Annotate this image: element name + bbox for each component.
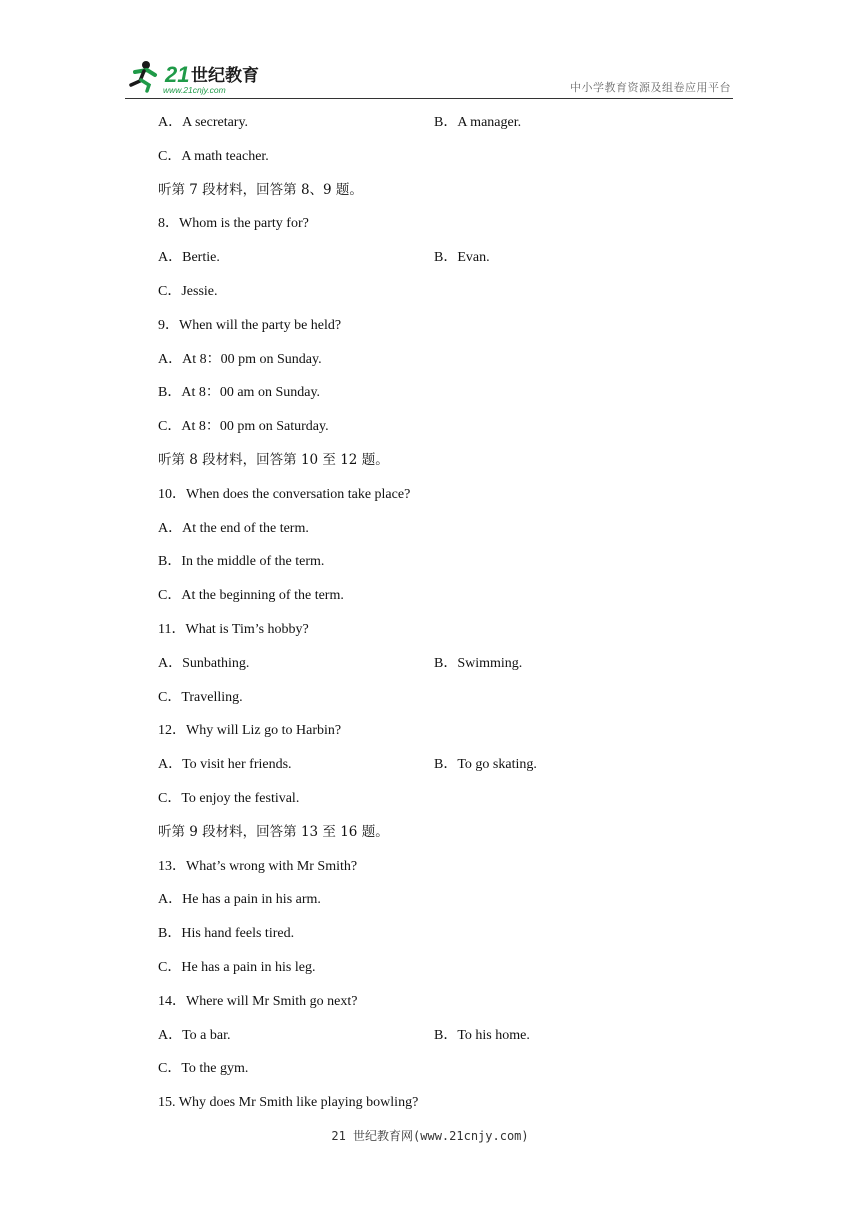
- question-line: [158, 512, 758, 546]
- question-line: [158, 1019, 758, 1053]
- section-instruction: [158, 174, 758, 208]
- runner-icon: [131, 61, 155, 91]
- line-text: 14．Where will Mr Smith go next?: [158, 993, 358, 1009]
- question-line: [158, 748, 758, 782]
- question-line: [158, 985, 758, 1019]
- question-line: [158, 883, 758, 917]
- question-line: [158, 647, 758, 681]
- option-b: B．To go skating.: [434, 757, 537, 773]
- section-instruction: [158, 444, 758, 478]
- line-text: 8．Whom is the party for?: [158, 216, 309, 232]
- page-header: [125, 56, 733, 99]
- page-footer: 21 世纪教育网(www.21cnjy.com): [331, 1129, 529, 1143]
- line-text: A．At the end of the term.: [158, 520, 309, 536]
- question-line: [158, 207, 758, 241]
- line-text: B．In the middle of the term.: [158, 554, 325, 570]
- question-line: [158, 376, 758, 410]
- question-line: [158, 106, 758, 140]
- option-b: B．To his home.: [434, 1027, 530, 1043]
- option-b: B．A manager.: [434, 115, 522, 130]
- line-text: 听第 9 段材料，回答第 13 至 16 题。: [158, 823, 389, 840]
- question-line: [158, 1052, 758, 1086]
- line-text: A．Bertie.: [158, 250, 220, 266]
- line-text: 13．What’s wrong with Mr Smith?: [158, 858, 358, 874]
- line-text: 12．Why will Liz go to Harbin?: [158, 723, 342, 739]
- question-line: [158, 343, 758, 377]
- logo-url: www.21cnjy.com: [163, 85, 226, 95]
- line-text: C．He has a pain in his leg.: [158, 959, 316, 975]
- question-line: [158, 478, 758, 512]
- header-tagline: 中小学教育资源及组卷应用平台: [570, 81, 731, 94]
- site-logo: [125, 58, 285, 96]
- question-line: [158, 681, 758, 715]
- question-line: [158, 275, 758, 309]
- option-b: B．Swimming.: [434, 655, 523, 671]
- question-line: [158, 951, 758, 985]
- question-line: [158, 782, 758, 816]
- line-text: 11．What is Tim’s hobby?: [158, 621, 309, 637]
- line-text: C．To the gym.: [158, 1061, 249, 1077]
- question-line: [158, 410, 758, 444]
- question-list: [158, 106, 758, 1120]
- line-text: A．To visit her friends.: [158, 757, 292, 773]
- line-text: C．Jessie.: [158, 283, 218, 299]
- question-line: [158, 1086, 758, 1120]
- question-line: [158, 140, 758, 174]
- line-text: 听第 8 段材料，回答第 10 至 12 题。: [158, 451, 389, 468]
- line-text: A．At 8：00 pm on Sunday.: [158, 351, 322, 367]
- line-text: A．A secretary.: [158, 115, 249, 130]
- line-text: C．A math teacher.: [158, 148, 269, 164]
- line-text: 听第 7 段材料，回答第 8、9 题。: [158, 181, 363, 198]
- question-line: [158, 579, 758, 613]
- logo-graphic: [125, 58, 285, 96]
- line-text: 9．When will the party be held?: [158, 317, 342, 333]
- question-line: [158, 613, 758, 647]
- section-instruction: [158, 816, 758, 850]
- line-text: 10．When does the conversation take place?: [158, 486, 411, 502]
- question-line: [158, 241, 758, 275]
- logo-number: 21: [165, 62, 190, 87]
- question-line: [158, 714, 758, 748]
- line-text: A．He has a pain in his arm.: [158, 892, 321, 908]
- logo-name: 世纪教育: [191, 66, 259, 86]
- question-line: [158, 850, 758, 884]
- line-text: A．Sunbathing.: [158, 655, 250, 671]
- line-text: 15. Why does Mr Smith like playing bowling?: [158, 1095, 419, 1111]
- line-text: B．At 8：00 am on Sunday.: [158, 385, 321, 401]
- line-text: A．To a bar.: [158, 1027, 231, 1043]
- line-text: C．At 8：00 pm on Saturday.: [158, 419, 329, 435]
- line-text: B．His hand feels tired.: [158, 926, 295, 942]
- line-text: C．To enjoy the festival.: [158, 790, 300, 806]
- question-line: [158, 309, 758, 343]
- question-line: [158, 545, 758, 579]
- question-line: [158, 917, 758, 951]
- line-text: C．Travelling.: [158, 689, 243, 705]
- option-b: B．Evan.: [434, 250, 490, 266]
- line-text: C．At the beginning of the term.: [158, 588, 344, 604]
